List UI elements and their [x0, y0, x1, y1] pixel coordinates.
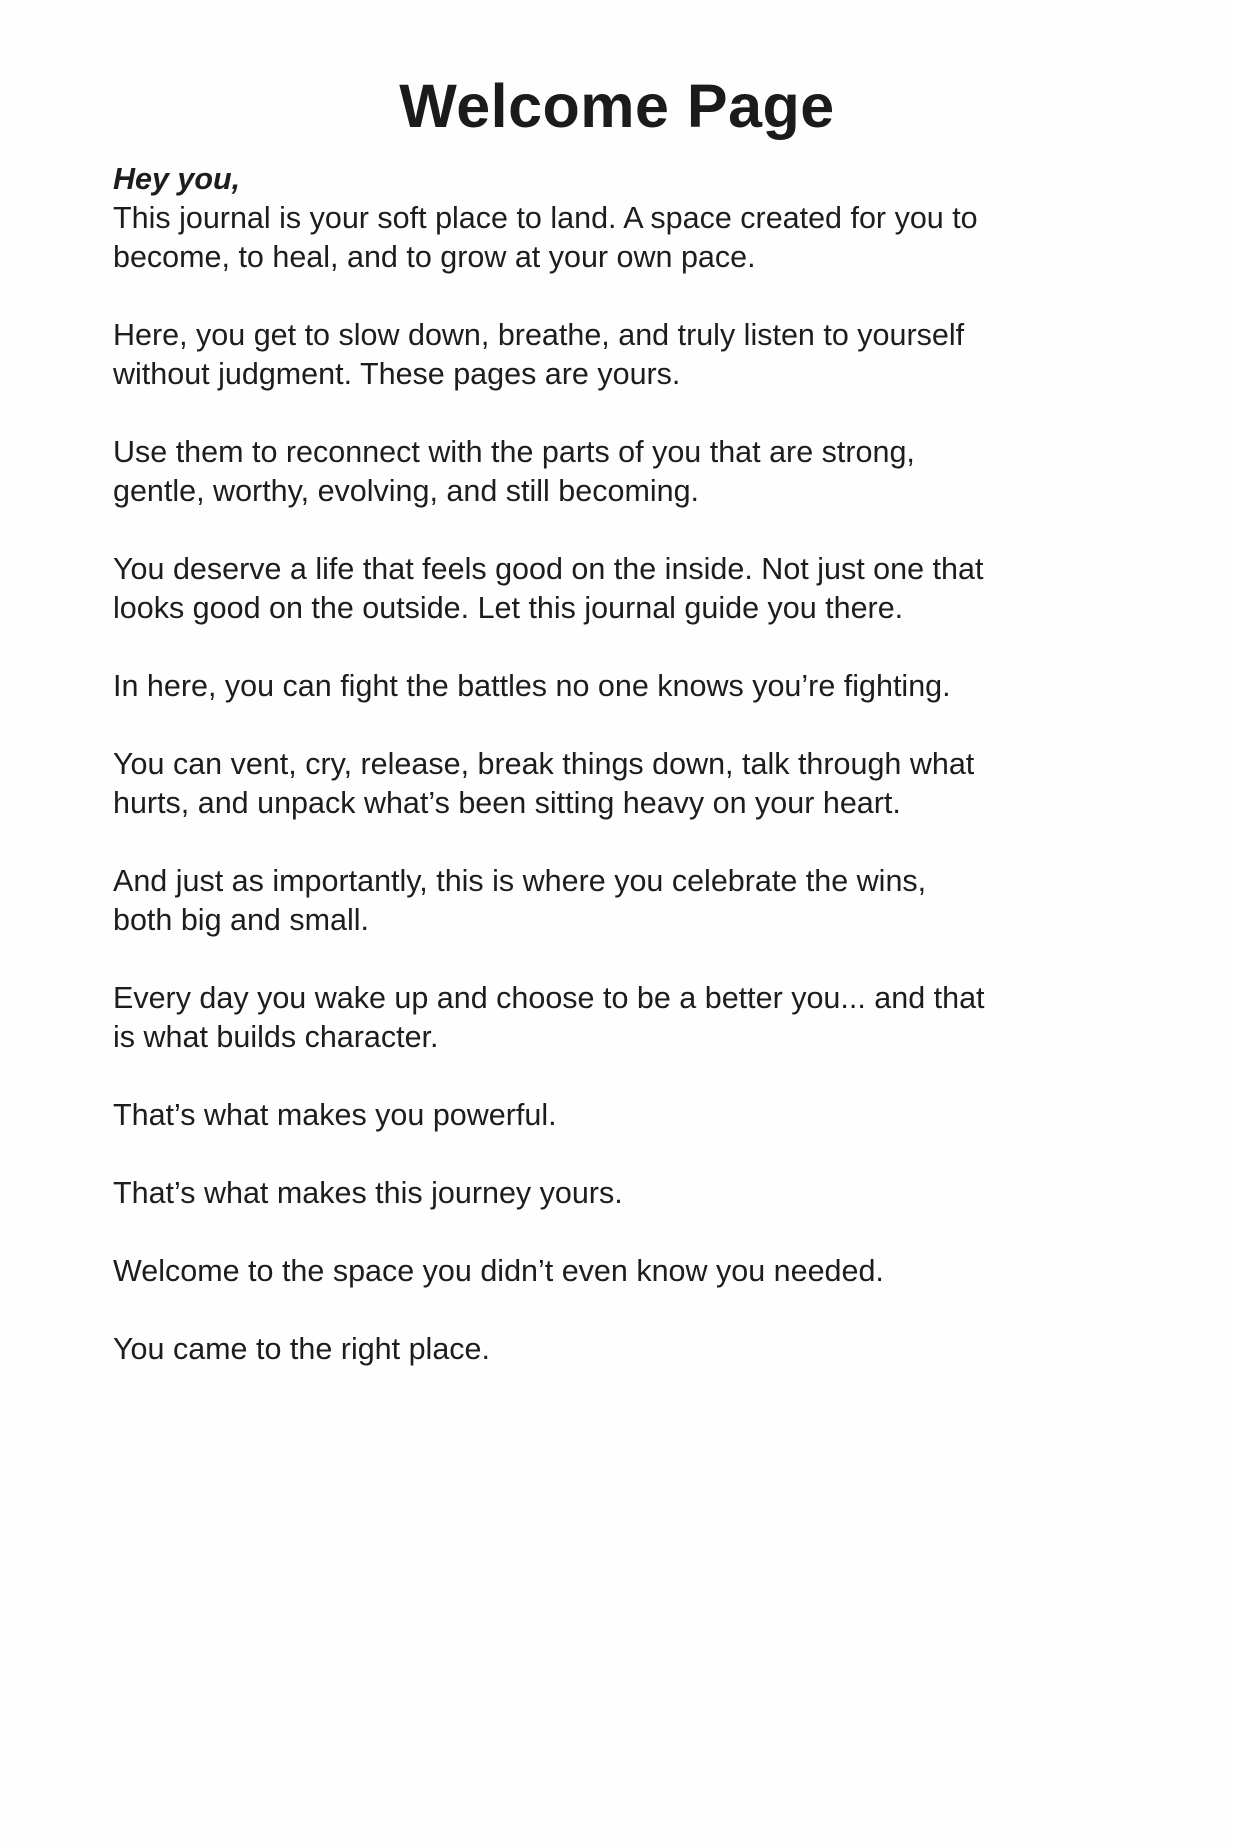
page-title: Welcome Page — [399, 71, 835, 140]
welcome-letter — [113, 160, 1213, 1408]
paragraph-line: You can vent, cry, release, break things down, talk through what — [113, 747, 975, 781]
paragraph — [113, 862, 1213, 940]
paragraph-line: looks good on the outside. Let this journal guide you there. — [113, 591, 904, 625]
greeting: Hey you, — [113, 162, 241, 196]
paragraph — [113, 1096, 1213, 1135]
paragraph — [113, 550, 1213, 628]
letter-body — [113, 199, 1213, 1369]
paragraph — [113, 1330, 1213, 1369]
paragraph-line: This journal is your soft place to land. A space created for you to — [113, 201, 978, 235]
paragraph — [113, 199, 1213, 277]
paragraph-line: That’s what makes this journey yours. — [113, 1176, 623, 1210]
paragraph-line: Use them to reconnect with the parts of you that are strong, — [113, 435, 915, 469]
paragraph — [113, 979, 1213, 1057]
paragraph-line: become, to heal, and to grow at your own pace. — [113, 240, 756, 274]
paragraph-line: Welcome to the space you didn’t even know you needed. — [113, 1254, 884, 1288]
paragraph-line: is what builds character. — [113, 1020, 439, 1054]
paragraph-line: You came to the right place. — [113, 1332, 490, 1366]
paragraph-line: Every day you wake up and choose to be a better you... and that — [113, 981, 985, 1015]
paragraph-line: That’s what makes you powerful. — [113, 1098, 557, 1132]
paragraph-line: In here, you can fight the battles no one knows you’re fighting. — [113, 669, 951, 703]
paragraph — [113, 316, 1213, 394]
paragraph-line: gentle, worthy, evolving, and still becoming. — [113, 474, 700, 508]
paragraph-line: Here, you get to slow down, breathe, and truly listen to yourself — [113, 318, 965, 352]
paragraph-line: without judgment. These pages are yours. — [113, 357, 681, 391]
paragraph — [113, 1252, 1213, 1291]
paragraph — [113, 667, 1213, 706]
paragraph — [113, 745, 1213, 823]
paragraph — [113, 1174, 1213, 1213]
paragraph-line: And just as importantly, this is where you celebrate the wins, — [113, 864, 927, 898]
paragraph-line: You deserve a life that feels good on the inside. Not just one that — [113, 552, 984, 586]
paragraph — [113, 433, 1213, 511]
paragraph-line: both big and small. — [113, 903, 370, 937]
paragraph-line: hurts, and unpack what’s been sitting heavy on your heart. — [113, 786, 901, 820]
